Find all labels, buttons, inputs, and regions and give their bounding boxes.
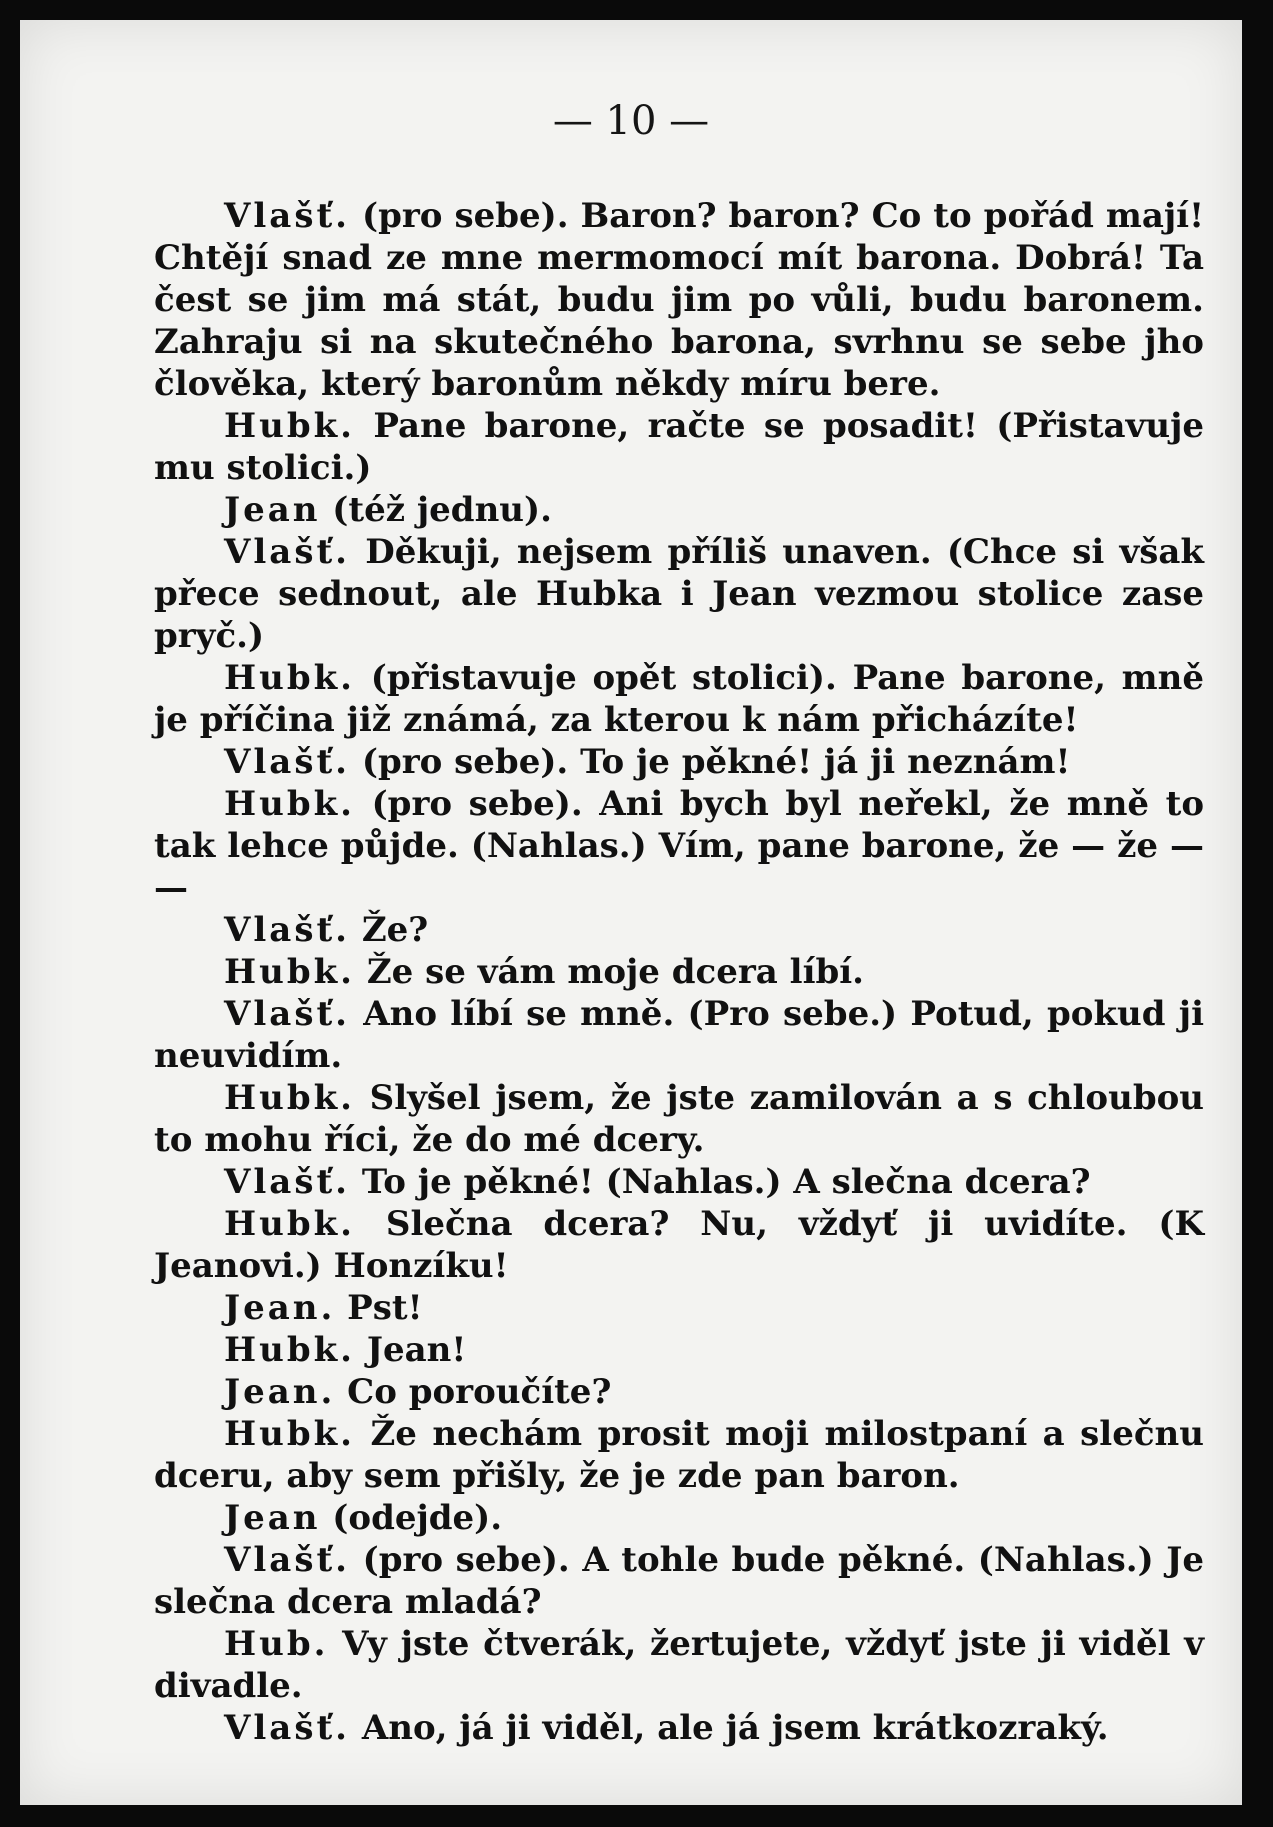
speaker-name: Jean. xyxy=(224,1372,336,1412)
dialogue-paragraph xyxy=(154,1077,1204,1161)
dialogue-paragraph xyxy=(154,657,1204,741)
dialogue-paragraph xyxy=(154,741,1204,783)
book-page xyxy=(20,20,1242,1805)
speaker-name: Vlašť. xyxy=(224,994,351,1034)
dialogue-paragraph xyxy=(154,951,1204,993)
dialogue-text: Pane barone, račte se posadit! (Přistavuje mu stolici.) xyxy=(154,406,1204,488)
play-text xyxy=(154,195,1204,1749)
speaker-name: Hubk. xyxy=(224,1414,356,1454)
speaker-name: Hub. xyxy=(224,1624,329,1664)
dialogue-text: (pro sebe). Ani bych byl neřekl, že mně to tak lehce půjde. (Nahlas.) Vím, pane barone, že — že — — xyxy=(154,784,1204,908)
dialogue-paragraph xyxy=(154,909,1204,951)
dialogue-paragraph xyxy=(154,1413,1204,1497)
speaker-name: Hubk. xyxy=(224,406,356,446)
dialogue-text: Co poroučíte? xyxy=(335,1372,612,1412)
dialogue-text: Slyšel jsem, že jste zamilován a s chloubou to mohu říci, že do mé dcery. xyxy=(154,1078,1204,1160)
speaker-name: Jean xyxy=(224,1498,321,1538)
dialogue-text: (též jednu). xyxy=(320,490,552,530)
dialogue-paragraph xyxy=(154,1371,1204,1413)
dialogue-text: Jean! xyxy=(355,1330,467,1370)
dialogue-text: To je pěkné! (Nahlas.) A slečna dcera? xyxy=(350,1162,1091,1202)
dialogue-paragraph xyxy=(154,1329,1204,1371)
speaker-name: Jean. xyxy=(224,1288,336,1328)
speaker-name: Hubk. xyxy=(224,952,356,992)
speaker-name: Jean xyxy=(224,490,321,530)
dialogue-text: (pro sebe). To je pěkné! já ji neznám! xyxy=(350,742,1071,782)
speaker-name: Hubk. xyxy=(224,658,356,698)
speaker-name: Hubk. xyxy=(224,1204,356,1244)
dialogue-text: Že nechám prosit moji milostpaní a slečnu dceru, aby sem přišly, že je zde pan baron. xyxy=(154,1414,1204,1496)
dialogue-text: Že? xyxy=(350,910,429,950)
speaker-name: Hubk. xyxy=(224,1330,356,1370)
dialogue-text: Slečna dcera? Nu, vždyť ji uvidíte. (K Jeanovi.) Honzíku! xyxy=(154,1204,1204,1286)
dialogue-paragraph xyxy=(154,1623,1204,1707)
speaker-name: Vlašť. xyxy=(224,742,351,782)
dialogue-text: (přistavuje opět stolici). Pane barone, mně je příčina již známá, za kterou k nám přicházíte! xyxy=(154,658,1204,740)
dialogue-paragraph xyxy=(154,405,1204,489)
page-number: — 10 — xyxy=(552,98,710,144)
dialogue-text: Ano líbí se mně. (Pro sebe.) Potud, pokud ji neuvidím. xyxy=(154,994,1204,1076)
dialogue-paragraph xyxy=(154,1161,1204,1203)
dialogue-text: (odejde). xyxy=(320,1498,503,1538)
speaker-name: Vlašť. xyxy=(224,1162,351,1202)
dialogue-text: Děkuji, nejsem příliš unaven. (Chce si však přece sednout, ale Hubka i Jean vezmou stolice zase pryč.) xyxy=(154,532,1204,656)
speaker-name: Hubk. xyxy=(224,1078,356,1118)
dialogue-paragraph xyxy=(154,489,1204,531)
dialogue-paragraph xyxy=(154,1707,1204,1749)
dialogue-text: Vy jste čtverák, žertujete, vždyť jste ji viděl v divadle. xyxy=(154,1624,1204,1706)
speaker-name: Hubk. xyxy=(224,784,356,824)
dialogue-paragraph xyxy=(154,195,1204,405)
dialogue-paragraph xyxy=(154,1497,1204,1539)
speaker-name: Vlašť. xyxy=(224,1540,351,1580)
dialogue-text: (pro sebe). Baron? baron? Co to pořád mají! Chtějí snad ze mne mermomocí mít barona. Dobrá! Ta čest se jim má stát, budu jim po vůli, budu baronem. Zahraju si na skutečného barona, svrhnu se sebe jho člověka, který baronům někdy míru bere. xyxy=(154,196,1204,404)
speaker-name: Vlašť. xyxy=(224,1708,351,1748)
speaker-name: Vlašť. xyxy=(224,196,351,236)
dialogue-paragraph xyxy=(154,1287,1204,1329)
speaker-name: Vlašť. xyxy=(224,532,351,572)
dialogue-paragraph xyxy=(154,1539,1204,1623)
speaker-name: Vlašť. xyxy=(224,910,351,950)
dialogue-paragraph xyxy=(154,531,1204,657)
dialogue-text: Ano, já ji viděl, ale já jsem krátkozraký. xyxy=(350,1708,1109,1748)
dialogue-text: Že se vám moje dcera líbí. xyxy=(355,952,865,992)
dialogue-paragraph xyxy=(154,783,1204,909)
dialogue-text: Pst! xyxy=(335,1288,423,1328)
dialogue-text: (pro sebe). A tohle bude pěkné. (Nahlas.) Je slečna dcera mladá? xyxy=(154,1540,1204,1622)
dialogue-paragraph xyxy=(154,993,1204,1077)
dialogue-paragraph xyxy=(154,1203,1204,1287)
